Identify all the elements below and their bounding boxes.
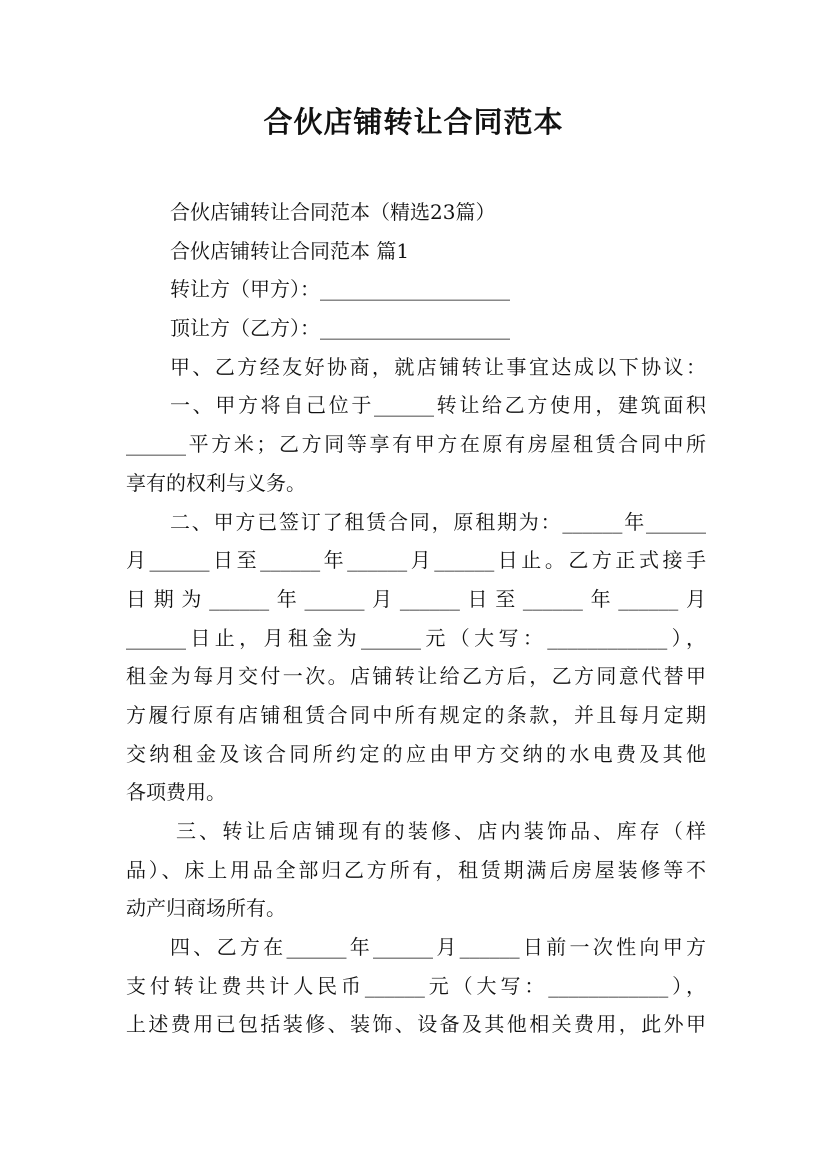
paragraph-line: 月______日至______年______月______日止。乙方正式接手 — [126, 548, 706, 573]
paragraph-line: 租金为每月交付一次。店铺转让给乙方后，乙方同意代替甲 — [126, 664, 706, 689]
paragraph-line: 方履行原有店铺租赁合同中所有规定的条款，并且每月定期 — [126, 702, 706, 727]
paragraph-line: 动产归商场所有。 — [126, 896, 286, 921]
paragraph-line: ______日止，月租金为______元（大写：____________）， — [126, 625, 706, 650]
section-heading: 合伙店铺转让合同范本 篇1 — [170, 238, 410, 263]
paragraph-line: 四、乙方在______年______月______日前一次性向甲方 — [170, 935, 706, 960]
transferor-line: 转让方（甲方）：___________________ — [170, 277, 510, 302]
paragraph-line: 各项费用。 — [126, 780, 226, 805]
paragraph-line: 支付转让费共计人民币______元（大写：____________）， — [126, 973, 706, 998]
paragraph-line: 甲、乙方经友好协商，就店铺转让事宜达成以下协议： — [170, 354, 706, 379]
paragraph-line: 二、甲方已签订了租赁合同，原租期为：______年______ — [170, 509, 706, 534]
paragraph-line: 上述费用已包括装修、装饰、设备及其他相关费用，此外甲 — [126, 1012, 706, 1037]
paragraph-line: 一、甲方将自己位于______转让给乙方使用，建筑面积 — [170, 393, 706, 418]
subtitle-line: 合伙店铺转让合同范本（精选23篇） — [170, 200, 496, 224]
transferee-line: 顶让方（乙方）：___________________ — [170, 316, 510, 341]
paragraph-line: 三、转让后店铺现有的装修、店内装饰品、库存（样 — [176, 819, 706, 843]
paragraph-line: 交纳租金及该合同所约定的应由甲方交纳的水电费及其他 — [126, 741, 706, 766]
paragraph-line: 享有的权利与义务。 — [126, 470, 306, 495]
document-body — [126, 193, 706, 1044]
paragraph-line: 品）、床上用品全部归乙方所有，租赁期满后房屋装修等不 — [126, 857, 706, 882]
paragraph-line: 日期为______年______月______日至______年______月 — [126, 586, 706, 611]
document-title: 合伙店铺转让合同范本 — [263, 105, 564, 139]
paragraph-line: ______平方米；乙方同等享有甲方在原有房屋租赁合同中所 — [126, 432, 706, 457]
